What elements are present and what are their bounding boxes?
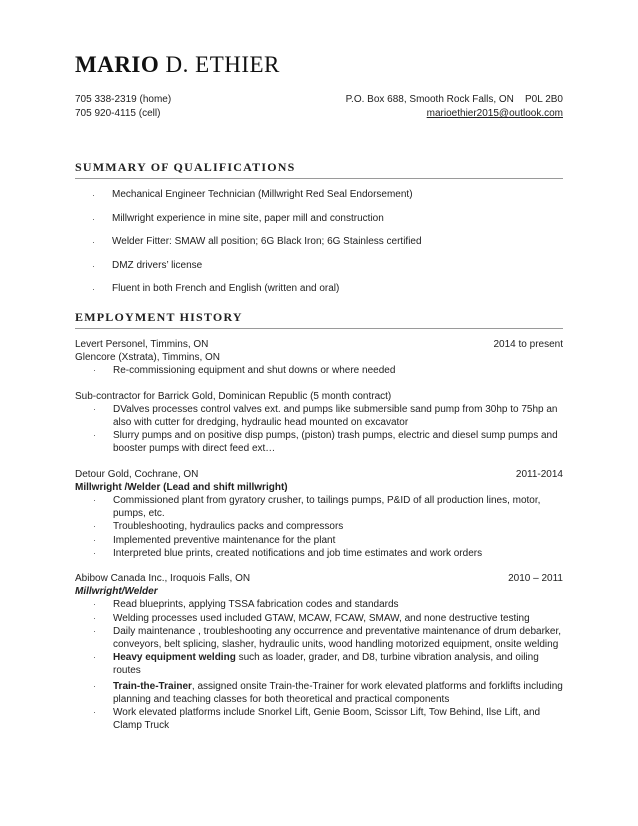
bullet-icon: · (93, 495, 96, 506)
client: Glencore (Xstrata), Timmins, ON (75, 352, 221, 364)
list-item: · Welding processes used included GTAW, MCAW, FCAW, SMAW, and none destructive testing (93, 612, 530, 624)
job-header (75, 572, 563, 585)
list-item: · Welder Fitter: SMAW all position; 6G Black Iron; 6G Stainless certified (92, 236, 422, 248)
employment-history (75, 338, 563, 732)
bullet-icon: · (93, 707, 96, 718)
bullet-icon: · (93, 547, 96, 558)
bullet-icon: · (92, 237, 95, 248)
job-dates: 2010 – 2011 (508, 573, 563, 585)
duties-list (75, 598, 563, 732)
bullet-icon: · (92, 284, 95, 295)
list-item: · Train-the-Trainer, assigned onsite Train-the-Trainer for work elevated platforms and forklifts including planning and teaching classes for both theoretical and practical components (93, 680, 563, 705)
mailing-address: P.O. Box 688, Smooth Rock Falls, ON P0L 2B0 (345, 94, 563, 105)
list-item: · Interpreted blue prints, created notifications and job time estimates and work orders (93, 547, 483, 559)
bullet-icon: · (93, 625, 96, 636)
summary-heading: SUMMARY OF QUALIFICATIONS (75, 160, 563, 179)
qualifications-list (75, 189, 563, 307)
phone-cell: 705 920-4115 (cell) (75, 108, 161, 119)
list-item: · Re-commissioning equipment and shut downs or where needed (93, 365, 396, 377)
list-item: · Read blueprints, applying TSSA fabrication codes and standards (93, 599, 399, 611)
job-header (75, 338, 563, 351)
employment-heading: EMPLOYMENT HISTORY (75, 310, 563, 329)
name-rest: D. ETHIER (165, 52, 280, 77)
list-item: · Daily maintenance , troubleshooting any occurrence and preventative maintenance of drum debarker, conveyors, belt splicing, slasher, hydraulic units, wood handling motorized equipment, onsite welding (93, 625, 562, 651)
list-item: · DMZ drivers’ license (92, 259, 203, 271)
bullet-icon: · (92, 213, 95, 224)
job-header (75, 468, 563, 481)
candidate-name (75, 52, 280, 78)
duties-list (75, 364, 563, 377)
job-dates: 2014 to present (493, 339, 563, 350)
list-item: · Mechanical Engineer Technician (Millwright Red Seal Endorsement) (92, 189, 413, 200)
phone-block (75, 93, 171, 121)
email-link[interactable]: marioethier2015@outlook.com (426, 108, 563, 119)
name-first: MARIO (75, 52, 160, 77)
job-role: Millwright/Welder (75, 586, 158, 598)
bullet-icon: · (93, 430, 96, 441)
bullet-icon: · (92, 190, 95, 200)
duties-list (75, 494, 563, 560)
list-item: · Commissioned plant from gyratory crusher, to tailings pumps, P&ID of all production lines, motor, pumps, etc. (93, 495, 541, 520)
list-item: · Heavy equipment welding such as loader, grader, and D8, turbine vibration analysis, and oiling routes (93, 652, 539, 677)
bullet-icon: · (93, 680, 96, 691)
list-item: · Slurry pumps and on positive disp pumps, (piston) trash pumps, electric and diesel sump pumps and booster pumps with direct feed ext… (93, 430, 558, 455)
list-item: · Implemented preventive maintenance for the plant (93, 534, 336, 546)
employer: Detour Gold, Cochrane, ON (75, 468, 199, 480)
bullet-icon: · (93, 365, 96, 376)
phone-home: 705 338-2319 (home) (75, 94, 172, 105)
job-role: Millwright /Welder (Lead and shift millwright) (75, 481, 288, 493)
employer: Sub-contractor for Barrick Gold, Dominican Republic (5 month contract) (75, 390, 392, 402)
list-item: · Millwright experience in mine site, paper mill and construction (92, 212, 384, 224)
bullet-icon: · (93, 612, 96, 623)
job-dates: 2011-2014 (515, 468, 563, 480)
list-item: · Fluent in both French and English (written and oral) (92, 283, 340, 295)
bullet-icon: · (93, 599, 96, 610)
employer: Abibow Canada Inc., Iroquois Falls, ON (75, 573, 251, 585)
bullet-icon: · (93, 521, 96, 532)
bullet-icon: · (93, 403, 96, 414)
duties-list (75, 403, 563, 456)
bullet-icon: · (92, 260, 95, 271)
bullet-icon: · (93, 652, 96, 663)
list-item: · Work elevated platforms include Snorkel Lift, Genie Boom, Scissor Lift, Tow Behind, Ilse Lift, and Clamp Truck (93, 707, 541, 732)
list-item: · Troubleshooting, hydraulics packs and compressors (93, 521, 344, 533)
list-item: · DValves processes control valves ext. and pumps like submersible sand pump from 30hp to 75hp an also with cutter for dredging, hydraulic head mounted on excavator (93, 403, 558, 429)
bullet-icon: · (93, 534, 96, 545)
employer: Levert Personel, Timmins, ON (75, 339, 209, 350)
address-block (346, 93, 563, 121)
